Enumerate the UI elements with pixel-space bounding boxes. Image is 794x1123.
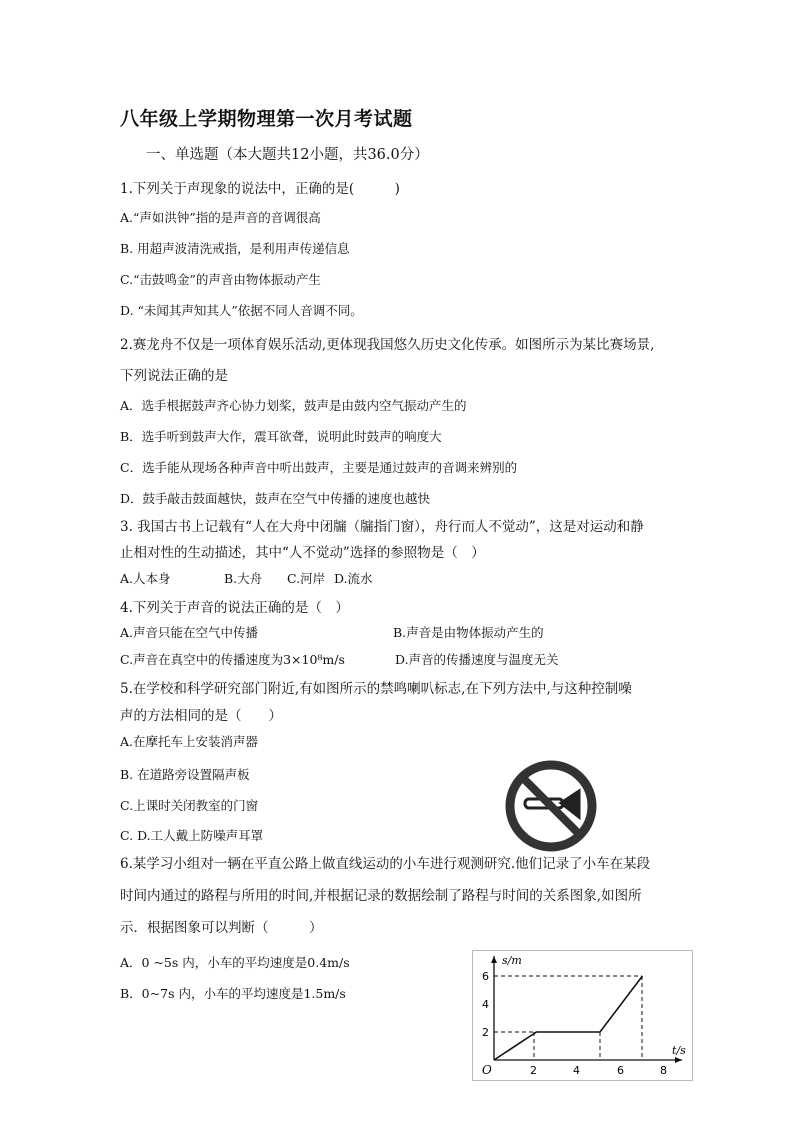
q3-option-b: B.大舟	[224, 571, 263, 586]
q1-option-c: C.“击鼓鸣金”的声音由物体振动产生	[120, 272, 321, 287]
q1-stem: 1.下列关于声现象的说法中，正确的是( )	[120, 181, 400, 197]
q5-option-c: C.上课时关闭教室的门窗	[120, 798, 259, 813]
q2-option-d: D．鼓手敲击鼓面越快，鼓声在空气中传播的速度也越快	[120, 491, 431, 506]
q6-option-a: A．0 ~5s 内，小车的平均速度是0.4m/s	[120, 955, 350, 970]
q6-stem-line1: 6.某学习小组对一辆在平直公路上做直线运动的小车进行观测研究.他们记录了小车在某段	[120, 856, 651, 872]
q2-option-a: A．选手根据鼓声齐心协力划桨，鼓声是由鼓内空气振动产生的	[120, 398, 467, 413]
q4-option-b: B.声音是由物体振动产生的	[393, 625, 544, 640]
graph-frame	[473, 951, 693, 1081]
q3-option-c: C.河岸	[287, 571, 326, 586]
q1-option-b: B. 用超声波清洗戒指，是利用声传递信息	[120, 241, 350, 256]
q5-option-d: C. D.工人戴上防噪声耳罩	[120, 828, 264, 843]
x-tick-2: 2	[530, 1064, 537, 1077]
q4-option-c: C.声音在真空中的传播速度为3×10⁸m/s	[120, 652, 345, 667]
y-axis-label: s/m	[502, 954, 522, 967]
q5-stem-line1: 5.在学校和科学研究部门附近,有如图所示的禁鸣喇叭标志,在下列方法中,与这种控制噪	[120, 681, 632, 697]
q1-option-d: D. “未闻其声知其人”依据不同人音调不同。	[120, 303, 363, 318]
q4-option-d: D.声音的传播速度与温度无关	[395, 652, 559, 667]
q6-stem-line2: 时间内通过的路程与所用的时间,并根据记录的数据绘制了路程与时间的关系图象,如图所	[120, 888, 642, 904]
q5-stem-line2: 声的方法相同的是（ ）	[120, 708, 282, 724]
y-tick-2: 2	[482, 1026, 489, 1039]
q1-option-a: A.“声如洪钟”指的是声音的音调很高	[120, 210, 321, 225]
section-heading: 一、单选题（本大题共12小题，共36.0分）	[146, 147, 429, 163]
q3-stem-line1: 3. 我国古书上记载有“人在大舟中闭牖（牖指门窗），舟行而人不觉动”，这是对运动和静	[120, 519, 644, 535]
q2-option-b: B．选手听到鼓声大作，震耳欲聋，说明此时鼓声的响度大	[120, 429, 442, 444]
distance-time-line	[494, 976, 642, 1060]
q4-option-a: A.声音只能在空气中传播	[120, 625, 259, 640]
x-tick-4: 4	[573, 1064, 580, 1077]
x-tick-8: 8	[660, 1064, 667, 1077]
distance-time-graph	[472, 950, 694, 1082]
origin-label: O	[482, 1063, 492, 1077]
page-title: 八年级上学期物理第一次月考试题	[120, 108, 413, 130]
q6-option-b: B．0~7s 内，小车的平均速度是1.5m/s	[120, 986, 346, 1001]
y-tick-6: 6	[482, 970, 489, 983]
x-axis-arrow-icon	[675, 1057, 682, 1063]
q3-stem-line2: 止相对性的生动描述，其中“人不觉动”选择的参照物是（ ）	[120, 545, 485, 561]
q2-stem-line2: 下列说法正确的是	[120, 368, 228, 384]
y-tick-4: 4	[482, 998, 489, 1011]
q5-option-a: A.在摩托车上安装消声器	[120, 734, 259, 749]
y-axis-arrow-icon	[491, 956, 497, 963]
q2-stem-line1: 2.赛龙舟不仅是一项体育娱乐活动,更体现我国悠久历史文化传承。如图所示为某比赛场景,	[120, 337, 655, 353]
q3-option-a: A.人本身	[120, 571, 171, 586]
x-tick-6: 6	[617, 1064, 624, 1077]
no-horn-sign-icon	[505, 760, 597, 852]
q2-option-c: C．选手能从现场各种声音中听出鼓声，主要是通过鼓声的音调来辨别的	[120, 460, 518, 475]
q5-option-b: B. 在道路旁设置隔声板	[120, 767, 250, 782]
q6-stem-line3: 示．根据图象可以判断（ ）	[120, 920, 323, 936]
q4-stem: 4.下列关于声音的说法正确的是（ ）	[120, 600, 349, 616]
x-axis-label: t/s	[672, 1044, 686, 1057]
q3-option-d: D.流水	[334, 571, 373, 586]
